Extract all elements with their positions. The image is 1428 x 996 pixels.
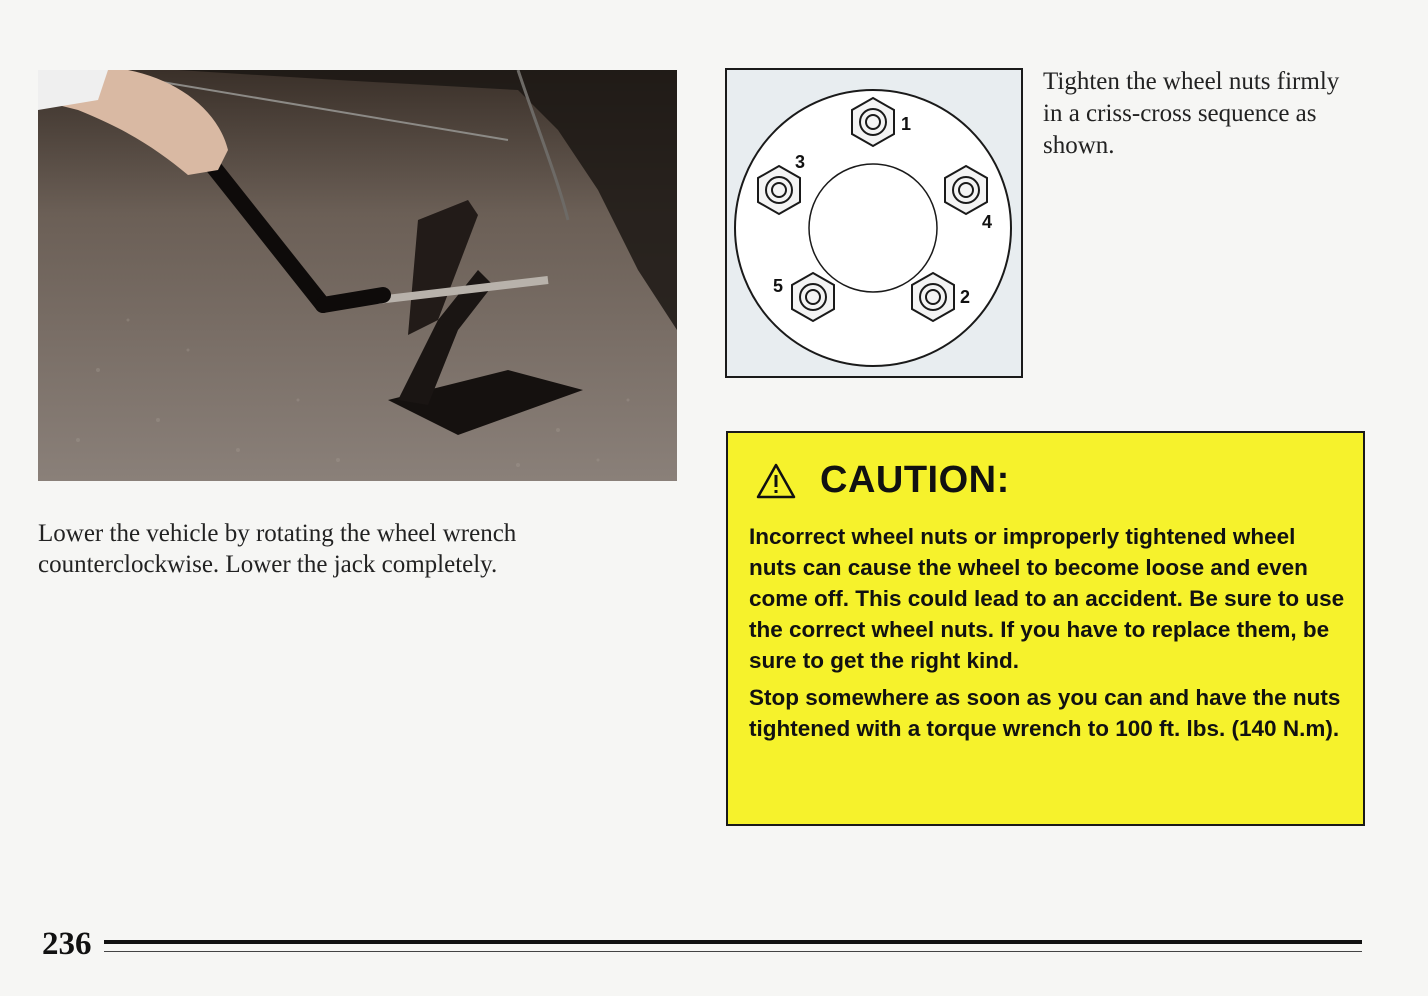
page-number: 236 — [42, 926, 92, 962]
caution-paragraph-2: Stop somewhere as soon as you can and have the nuts tightened with a torque wrench to 100 ft. lbs. (140 N.m). — [749, 685, 1341, 741]
caution-title: CAUTION: — [820, 459, 1010, 501]
nut-label-1: 1 — [901, 114, 912, 134]
nut-label-4: 4 — [982, 212, 993, 232]
nut-label-2: 2 — [960, 287, 971, 307]
jack-lowering-photo — [38, 70, 677, 481]
caution-paragraph-1: Incorrect wheel nuts or improperly tightened wheel nuts can cause the wheel to become loose and even come off. This could lead to an accident. Be sure to use the correct wheel nuts. If you have to replace them, be sure to get the right kind. — [749, 524, 1345, 673]
nut-label-3: 3 — [795, 152, 806, 172]
footer-rule — [104, 940, 1362, 944]
caution-box — [726, 431, 1365, 826]
nut-label-5: 5 — [773, 276, 784, 296]
warning-triangle-icon — [756, 463, 796, 499]
lower-vehicle-instruction: Lower the vehicle by rotating the wheel wrench counterclockwise. Lower the jack completely. — [38, 520, 517, 578]
tighten-nuts-instruction: Tighten the wheel nuts firmly in a criss-cross sequence as shown. — [1043, 68, 1340, 159]
footer-rule-thin — [104, 951, 1362, 952]
caution-body — [749, 521, 1349, 750]
lug-nut-sequence-diagram — [725, 68, 1023, 378]
caution-header — [756, 459, 1010, 502]
